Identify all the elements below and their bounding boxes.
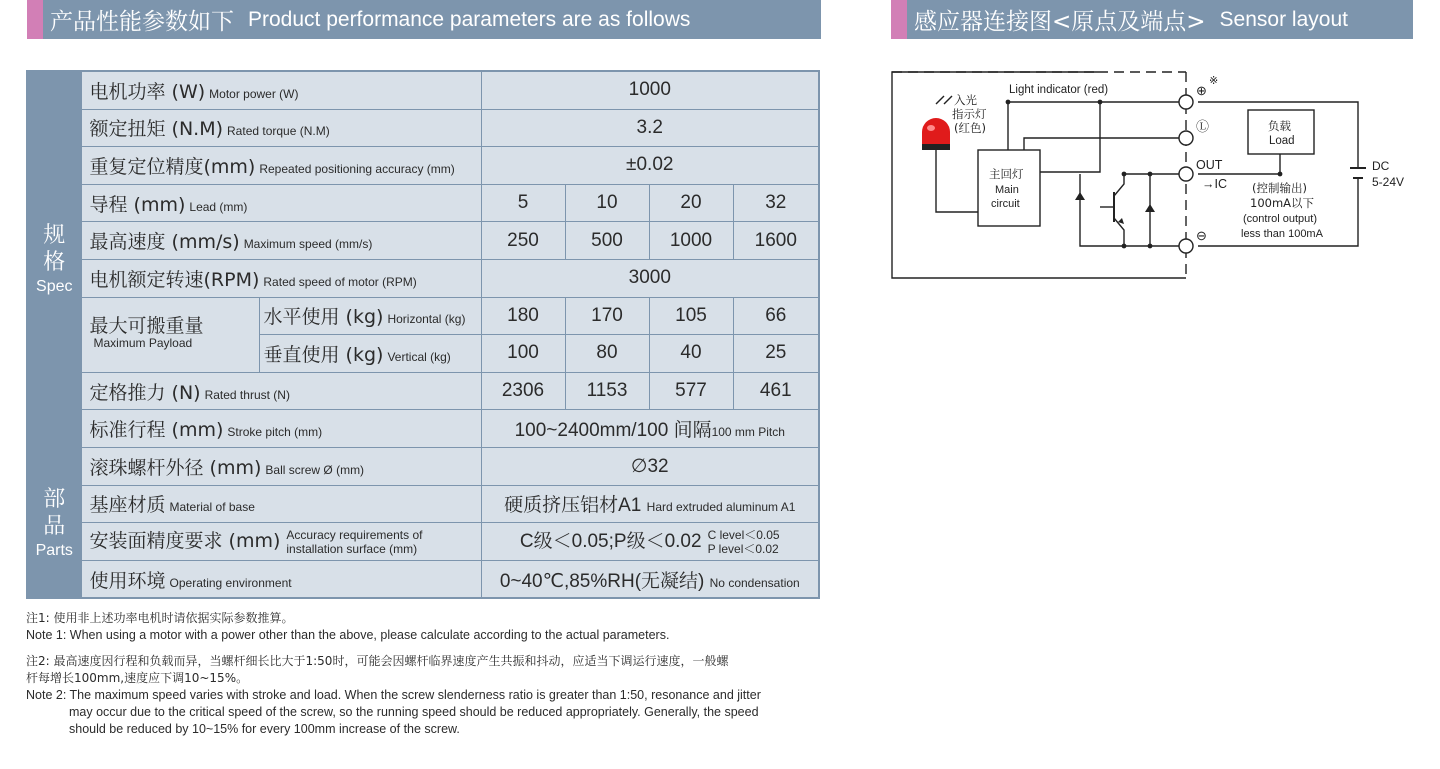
- table-row: [27, 71, 819, 109]
- note2-en-line1: Note 2: The maximum speed varies with stroke and load. When the screw slenderness ratio is greater than 1:50, resonance and jitter: [26, 688, 761, 702]
- table-row: [27, 109, 819, 147]
- header-title-zh: 感应器连接图<原点及端点>: [914, 9, 1206, 35]
- note1-zh: 注1: 使用非上述功率电机时请依据实际参数推算。: [26, 611, 294, 625]
- label-en: Motor power (W): [209, 86, 299, 101]
- main-circuit-en1: Main: [995, 184, 1019, 196]
- value-lead-2: 10: [565, 184, 649, 222]
- row-label-stroke: [81, 410, 481, 448]
- side-label-parts-en: Parts: [35, 541, 73, 559]
- value-payload-v-1: 100: [481, 335, 565, 373]
- label-en: Vertical (kg): [387, 349, 451, 364]
- notes: [26, 610, 826, 738]
- main-circuit-en2: circuit: [991, 198, 1020, 210]
- value-environment-en: No condensation: [709, 575, 800, 590]
- header-accent: [891, 0, 907, 39]
- zener-diode-right: [1145, 204, 1155, 212]
- label-en: Stroke pitch (mm): [227, 425, 323, 440]
- label-en: Maximum Payload: [93, 336, 193, 351]
- main-circuit-zh: 主回灯: [989, 167, 1024, 181]
- value-motor-power: 1000: [481, 71, 819, 109]
- label-en-block: [286, 528, 422, 556]
- value-en-line1: C level＜0.05: [707, 528, 780, 543]
- note1-en: Note 1: When using a motor with a power other than the above, please calculate according to the actual parameters.: [26, 628, 670, 642]
- value-base-material-zh: 硬质挤压铝材A1: [504, 495, 642, 517]
- label-en: Repeated positioning accuracy (mm): [259, 161, 455, 176]
- value-payload-h-2: 170: [565, 297, 649, 335]
- note2-en-line3: should be reduced by 10~15% for every 100mm increase of the screw.: [69, 722, 460, 736]
- value-base-material-en: Hard extruded aluminum A1: [646, 500, 796, 515]
- label-zh: 电机额定转速(RPM): [89, 268, 260, 291]
- value-payload-v-4: 25: [733, 335, 819, 373]
- table-row: [27, 297, 819, 335]
- table-row: [27, 222, 819, 260]
- label-zh: 重复定位精度(mm): [89, 155, 256, 178]
- row-label-motor-power: [81, 71, 481, 109]
- zener-diode-left: [1075, 192, 1085, 200]
- table-row: [27, 560, 819, 598]
- label-zh: 最高速度 (mm/s): [89, 231, 240, 254]
- label-zh: 电机功率 (W): [89, 80, 206, 103]
- value-install-accuracy: [481, 523, 819, 561]
- label-en: Rated thrust (N): [204, 387, 290, 402]
- row-label-payload: [81, 297, 259, 372]
- value-thrust-3: 577: [649, 372, 733, 410]
- side-label-spec: [27, 71, 81, 447]
- label-zh: 滚珠螺杆外径 (mm): [89, 456, 262, 479]
- label-en: Horizontal (kg): [387, 312, 466, 327]
- section-header-sensor: [891, 0, 1413, 39]
- terminal-l: [1179, 131, 1193, 145]
- value-environment: [481, 560, 819, 598]
- value-environment-zh: 0~40℃,85%RH(无凝结): [499, 570, 705, 592]
- note2-zh-line1: 注2: 最高速度因行程和负载而异，当螺杆细长比大于1:50时，可能会因螺杆临界速度产生共振和抖动，应适当下调运行速度，一般螺: [26, 654, 729, 668]
- row-label-rated-rpm: [81, 259, 481, 297]
- ic-label: →IC: [1202, 177, 1227, 191]
- label-zh: 使用环境: [89, 569, 166, 592]
- row-label-max-speed: [81, 222, 481, 260]
- value-repeat-accuracy: ±0.02: [481, 147, 819, 185]
- section-header-performance: [27, 0, 821, 39]
- table-row: [27, 147, 819, 185]
- table-row: [27, 447, 819, 485]
- load-en: Load: [1269, 135, 1295, 147]
- row-label-lead: [81, 184, 481, 222]
- row-label-payload-horizontal: [259, 297, 481, 335]
- value-max-speed-1: 250: [481, 222, 565, 260]
- row-label-repeat-accuracy: [81, 147, 481, 185]
- value-lead-3: 20: [649, 184, 733, 222]
- value-rated-torque: 3.2: [481, 109, 819, 147]
- note2-zh-line2: 杆每增长100mm,速度应下调10~15%。: [26, 671, 249, 685]
- label-en: Ball screw Ø (mm): [265, 462, 365, 477]
- value-stroke-zh: 100~2400mm/100 间隔: [514, 420, 712, 442]
- value-install-accuracy-zh: C级＜0.05;P级＜0.02: [519, 531, 702, 553]
- label-zh: 最大可搬重量: [89, 315, 204, 338]
- header-title-zh: 产品性能参数如下: [50, 9, 234, 35]
- header-title-en: Sensor layout: [1219, 7, 1348, 31]
- label-zh: 安装面精度要求 (mm): [89, 530, 281, 553]
- value-base-material: [481, 485, 819, 523]
- value-thrust-2: 1153: [565, 372, 649, 410]
- sensor-wiring-diagram: [888, 62, 1418, 287]
- value-install-accuracy-en: [708, 528, 780, 556]
- minus-terminal-label: ⊖: [1196, 228, 1207, 243]
- dc-label-2: 5-24V: [1372, 175, 1405, 189]
- label-zh: 标准行程 (mm): [89, 419, 224, 442]
- side-label-spec-zh1: 规: [43, 223, 66, 249]
- note2-en-line2: may occur due to the critical speed of the screw, so the running speed should be reduced appropriately. Generally, the speed: [69, 705, 759, 719]
- label-en: Material of base: [169, 500, 255, 515]
- label-zh: 基座材质: [89, 494, 166, 517]
- terminal-out: [1179, 167, 1193, 181]
- header-title-en: Product performance parameters are as follows: [248, 7, 691, 31]
- row-label-install-accuracy: [81, 523, 481, 561]
- ctrl-label-3: (control output): [1243, 213, 1317, 225]
- value-lead-4: 32: [733, 184, 819, 222]
- label-en: Operating environment: [169, 575, 292, 590]
- label-en-line1: Accuracy requirements of: [286, 528, 423, 543]
- label-zh: 导程 (mm): [89, 193, 186, 216]
- label-en: Maximum speed (mm/s): [243, 237, 373, 252]
- value-payload-v-2: 80: [565, 335, 649, 373]
- in-light-label-2: 指示灯: [952, 107, 987, 121]
- table-row: [27, 259, 819, 297]
- in-light-label-1: 入光: [954, 93, 977, 107]
- in-light-label-3: (红色): [954, 121, 986, 135]
- value-payload-h-4: 66: [733, 297, 819, 335]
- label-zh: 垂直使用 (kg): [263, 343, 384, 366]
- table-row: [27, 523, 819, 561]
- side-label-parts-zh1: 部: [43, 486, 66, 512]
- label-en: Rated torque (N.M): [227, 124, 330, 139]
- side-label-spec-en: Spec: [36, 278, 73, 296]
- side-label-parts-zh2: 品: [43, 513, 66, 539]
- value-rated-rpm: 3000: [481, 259, 819, 297]
- red-lamp-icon: [922, 118, 950, 150]
- ctrl-label-4: less than 100mA: [1241, 228, 1323, 240]
- label-zh: 额定扭矩 (N.M): [89, 118, 224, 141]
- table-row: [27, 372, 819, 410]
- out-label: OUT: [1196, 158, 1223, 172]
- row-label-environment: [81, 560, 481, 598]
- row-label-rated-torque: [81, 109, 481, 147]
- row-label-ball-screw: [81, 447, 481, 485]
- plus-terminal-label: ⊕: [1196, 83, 1207, 98]
- value-stroke-en: 100 mm Pitch: [711, 425, 785, 440]
- light-indicator-label: Light indicator (red): [1009, 84, 1109, 96]
- label-zh: 定格推力 (N): [89, 381, 201, 404]
- l-terminal-label: Ⓛ: [1196, 119, 1210, 134]
- value-lead-1: 5: [481, 184, 565, 222]
- load-zh: 负载: [1268, 119, 1291, 133]
- value-thrust-4: 461: [733, 372, 819, 410]
- value-ball-screw: ∅32: [481, 447, 819, 485]
- label-zh: 水平使用 (kg): [263, 306, 384, 329]
- label-en-line2: installation surface (mm): [286, 542, 418, 557]
- row-label-base-material: [81, 485, 481, 523]
- header-accent: [27, 0, 43, 39]
- row-label-rated-thrust: [81, 372, 481, 410]
- value-max-speed-4: 1600: [733, 222, 819, 260]
- row-label-payload-vertical: [259, 335, 481, 373]
- value-payload-h-3: 105: [649, 297, 733, 335]
- dc-label-1: DC: [1372, 159, 1390, 173]
- label-en: Lead (mm): [189, 199, 248, 214]
- ctrl-label-2: 100mA以下: [1250, 196, 1315, 210]
- label-en: Rated speed of motor (RPM): [263, 274, 417, 289]
- value-en-line2: P level＜0.02: [707, 542, 779, 557]
- value-payload-h-1: 180: [481, 297, 565, 335]
- value-stroke: [481, 410, 819, 448]
- value-max-speed-2: 500: [565, 222, 649, 260]
- side-label-spec-zh2: 格: [43, 250, 66, 276]
- table-row: [27, 410, 819, 448]
- table-row: [27, 485, 819, 523]
- ctrl-label-1: (控制输出): [1252, 181, 1307, 195]
- terminal-plus: [1179, 95, 1193, 109]
- value-payload-v-3: 40: [649, 335, 733, 373]
- asterisk-mark: ※: [1209, 75, 1219, 87]
- terminal-minus: [1179, 239, 1193, 253]
- table-row: [27, 184, 819, 222]
- spec-table: [26, 70, 820, 599]
- value-thrust-1: 2306: [481, 372, 565, 410]
- side-label-parts: [27, 447, 81, 598]
- value-max-speed-3: 1000: [649, 222, 733, 260]
